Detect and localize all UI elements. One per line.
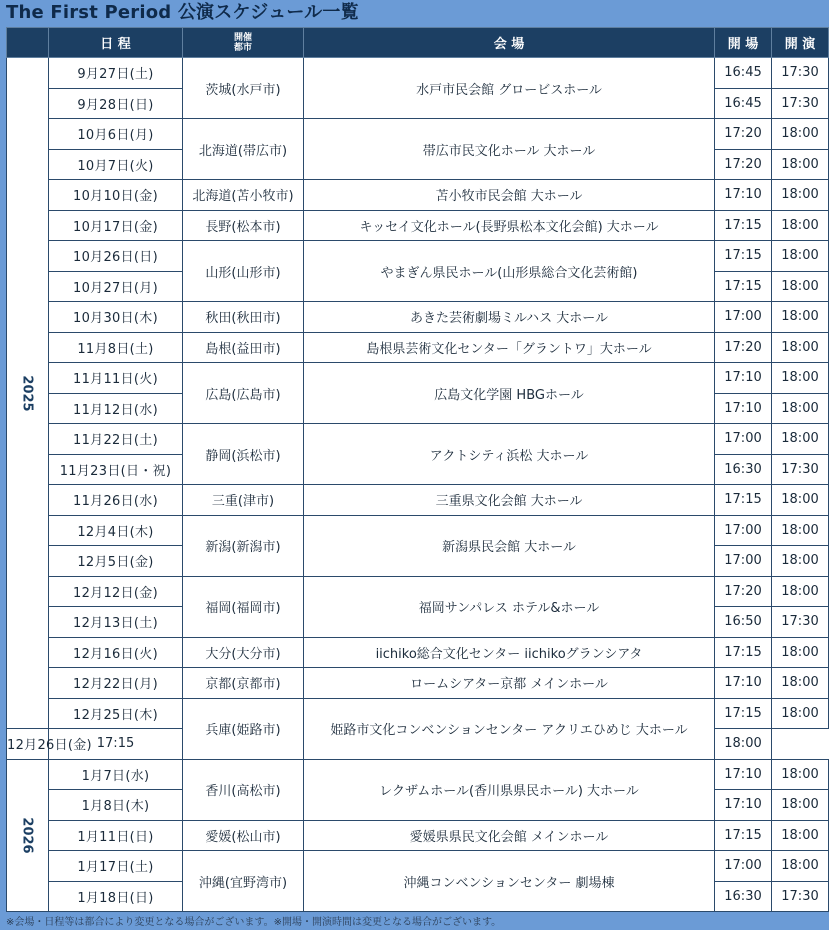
open-time-cell: 16:45 [715,58,772,89]
date-cell: 1月17日(土) [49,851,183,882]
date-cell: 10月7日(火) [49,149,183,180]
venue-cell: ロームシアター京都 メインホール [304,668,715,699]
venue-cell: 愛媛県県民文化会館 メインホール [304,820,715,851]
date-cell: 11月26日(水) [49,485,183,516]
city-cell: 京都(京都市) [183,668,304,699]
date-cell: 11月12日(水) [49,393,183,424]
venue-cell: やまぎん県民ホール(山形県総合文化芸術館) [304,241,715,302]
start-time-cell: 18:00 [772,424,829,455]
table-row [7,698,829,729]
city-cell: 香川(高松市) [183,759,304,820]
open-time-cell: 17:00 [715,851,772,882]
city-cell: 兵庫(姫路市) [183,698,304,759]
city-cell: 沖縄(宜野湾市) [183,851,304,912]
city-cell: 北海道(帯広市) [183,119,304,180]
start-time-cell: 18:00 [772,698,829,729]
venue-cell: 沖縄コンベンションセンター 劇場棟 [304,851,715,912]
table-row [7,302,829,333]
city-cell: 山形(山形市) [183,241,304,302]
date-cell: 12月13日(土) [49,607,183,638]
date-cell: 12月12日(金) [49,576,183,607]
schedule-body [7,58,829,912]
city-column-header [183,28,304,58]
city-cell: 茨城(水戸市) [183,58,304,119]
venue-column-header: 会 場 [304,28,715,58]
start-time-cell: 18:00 [772,271,829,302]
date-cell: 10月17日(金) [49,210,183,241]
year-label [7,759,49,912]
open-time-cell: 16:50 [715,607,772,638]
date-cell: 10月26日(日) [49,241,183,272]
date-cell: 10月10日(金) [49,180,183,211]
city-cell: 島根(益田市) [183,332,304,363]
open-column-header: 開 場 [715,28,772,58]
start-time-cell: 18:00 [772,149,829,180]
year-text: 2025 [20,374,35,412]
date-cell: 12月5日(金) [49,546,183,577]
start-time-cell: 18:00 [772,546,829,577]
date-cell: 10月27日(月) [49,271,183,302]
venue-cell: 苫小牧市民会館 大ホール [304,180,715,211]
open-time-cell: 17:10 [715,759,772,790]
city-cell: 新潟(新潟市) [183,515,304,576]
open-time-cell: 16:30 [715,881,772,912]
open-time-cell: 17:10 [715,668,772,699]
table-row [7,332,829,363]
date-cell: 9月28日(日) [49,88,183,119]
venue-cell: 福岡サンパレス ホテル&ホール [304,576,715,637]
open-time-cell: 17:20 [715,576,772,607]
date-column-header: 日 程 [49,28,183,58]
city-cell: 大分(大分市) [183,637,304,668]
city-cell: 福岡(福岡市) [183,576,304,637]
venue-cell: 島根県芸術文化センター「グラントワ」大ホール [304,332,715,363]
date-cell: 1月8日(木) [49,790,183,821]
start-time-cell: 18:00 [772,485,829,516]
date-cell: 1月18日(日) [49,881,183,912]
table-row [7,576,829,607]
city-header-line2: 都市 [233,42,252,53]
table-row [7,241,829,272]
table-row [7,424,829,455]
date-cell: 12月22日(月) [49,668,183,699]
year-label [7,58,49,729]
start-column-header: 開 演 [772,28,829,58]
date-cell: 12月26日(金) [7,729,49,760]
open-time-cell: 17:00 [715,515,772,546]
start-time-cell: 18:00 [772,363,829,394]
open-time-cell: 17:20 [715,119,772,150]
start-time-cell: 18:00 [772,668,829,699]
start-time-cell: 18:00 [772,180,829,211]
venue-cell: 広島文化学園 HBGホール [304,363,715,424]
venue-cell: 姫路市文化コンベンションセンター アクリエひめじ 大ホール [304,698,715,759]
date-cell: 11月22日(土) [49,424,183,455]
venue-cell: あきた芸術劇場ミルハス 大ホール [304,302,715,333]
start-time-cell: 17:30 [772,454,829,485]
city-cell: 静岡(浜松市) [183,424,304,485]
date-cell: 11月8日(土) [49,332,183,363]
city-cell: 北海道(苫小牧市) [183,180,304,211]
table-row [7,515,829,546]
open-time-cell: 17:15 [715,210,772,241]
venue-cell: キッセイ文化ホール(長野県松本文化会館) 大ホール [304,210,715,241]
venue-cell: 三重県文化会館 大ホール [304,485,715,516]
start-time-cell: 18:00 [772,332,829,363]
open-time-cell: 17:15 [715,241,772,272]
open-time-cell: 17:00 [715,424,772,455]
start-time-cell: 18:00 [772,820,829,851]
open-time-cell: 17:20 [715,332,772,363]
start-time-cell: 18:00 [772,790,829,821]
start-time-cell: 17:30 [772,58,829,89]
venue-cell: 水戸市民会館 グロービスホール [304,58,715,119]
start-time-cell: 17:30 [772,881,829,912]
open-time-cell: 17:00 [715,546,772,577]
table-row [7,485,829,516]
footnote: ※会場・日程等は都合により変更となる場合がございます。※開場・開演時間は変更となる場合がございます。 [6,917,502,928]
table-row [7,119,829,150]
city-cell: 長野(松本市) [183,210,304,241]
city-cell: 愛媛(松山市) [183,820,304,851]
open-time-cell: 17:10 [715,393,772,424]
open-time-cell: 17:15 [715,820,772,851]
date-cell: 12月25日(木) [49,698,183,729]
schedule-table [6,27,829,912]
city-header-line1: 開催 [233,32,252,43]
city-cell: 秋田(秋田市) [183,302,304,333]
open-time-cell: 17:00 [715,302,772,333]
date-cell: 9月27日(土) [49,58,183,89]
start-time-cell: 17:30 [772,88,829,119]
start-time-cell: 18:00 [772,210,829,241]
table-row [7,210,829,241]
table-row [7,58,829,89]
open-time-cell: 17:10 [715,180,772,211]
venue-cell: iichiko総合文化センター iichikoグランシアタ [304,637,715,668]
city-cell: 広島(広島市) [183,363,304,424]
open-time-cell: 17:10 [715,363,772,394]
open-time-cell: 16:30 [715,454,772,485]
date-cell: 10月6日(月) [49,119,183,150]
start-time-cell: 18:00 [772,241,829,272]
open-time-cell: 17:10 [715,790,772,821]
year-column-header [7,28,49,58]
start-time-cell: 18:00 [772,637,829,668]
date-cell: 12月16日(火) [49,637,183,668]
start-time-cell: 18:00 [772,119,829,150]
date-cell: 1月11日(日) [49,820,183,851]
open-time-cell: 17:15 [715,698,772,729]
date-cell: 12月4日(木) [49,515,183,546]
table-row [7,668,829,699]
table-header-row [7,28,829,58]
table-row [7,820,829,851]
open-time-cell: 16:45 [715,88,772,119]
start-time-cell: 17:30 [772,607,829,638]
open-time-cell: 17:15 [715,637,772,668]
start-time-cell: 18:00 [715,729,772,760]
open-time-cell: 17:20 [715,149,772,180]
start-time-cell: 18:00 [772,759,829,790]
venue-cell: 帯広市民文化ホール 大ホール [304,119,715,180]
table-row [7,180,829,211]
start-time-cell: 18:00 [772,851,829,882]
table-row [7,637,829,668]
start-time-cell: 18:00 [772,393,829,424]
venue-cell: レクザムホール(香川県県民ホール) 大ホール [304,759,715,820]
start-time-cell: 18:00 [772,576,829,607]
table-row [7,851,829,882]
date-cell: 11月11日(火) [49,363,183,394]
start-time-cell: 18:00 [772,515,829,546]
city-cell: 三重(津市) [183,485,304,516]
table-row [7,759,829,790]
year-text: 2026 [20,817,35,854]
date-cell: 11月23日(日・祝) [49,454,183,485]
date-cell: 1月7日(水) [49,759,183,790]
venue-cell: アクトシティ浜松 大ホール [304,424,715,485]
table-row [7,363,829,394]
open-time-cell: 17:15 [715,271,772,302]
start-time-cell: 18:00 [772,302,829,333]
venue-cell: 新潟県民会館 大ホール [304,515,715,576]
open-time-cell: 17:15 [715,485,772,516]
date-cell: 10月30日(木) [49,302,183,333]
open-time-cell: 17:15 [49,729,183,760]
page-title: The First Period 公演スケジュール一覧 [6,2,359,23]
